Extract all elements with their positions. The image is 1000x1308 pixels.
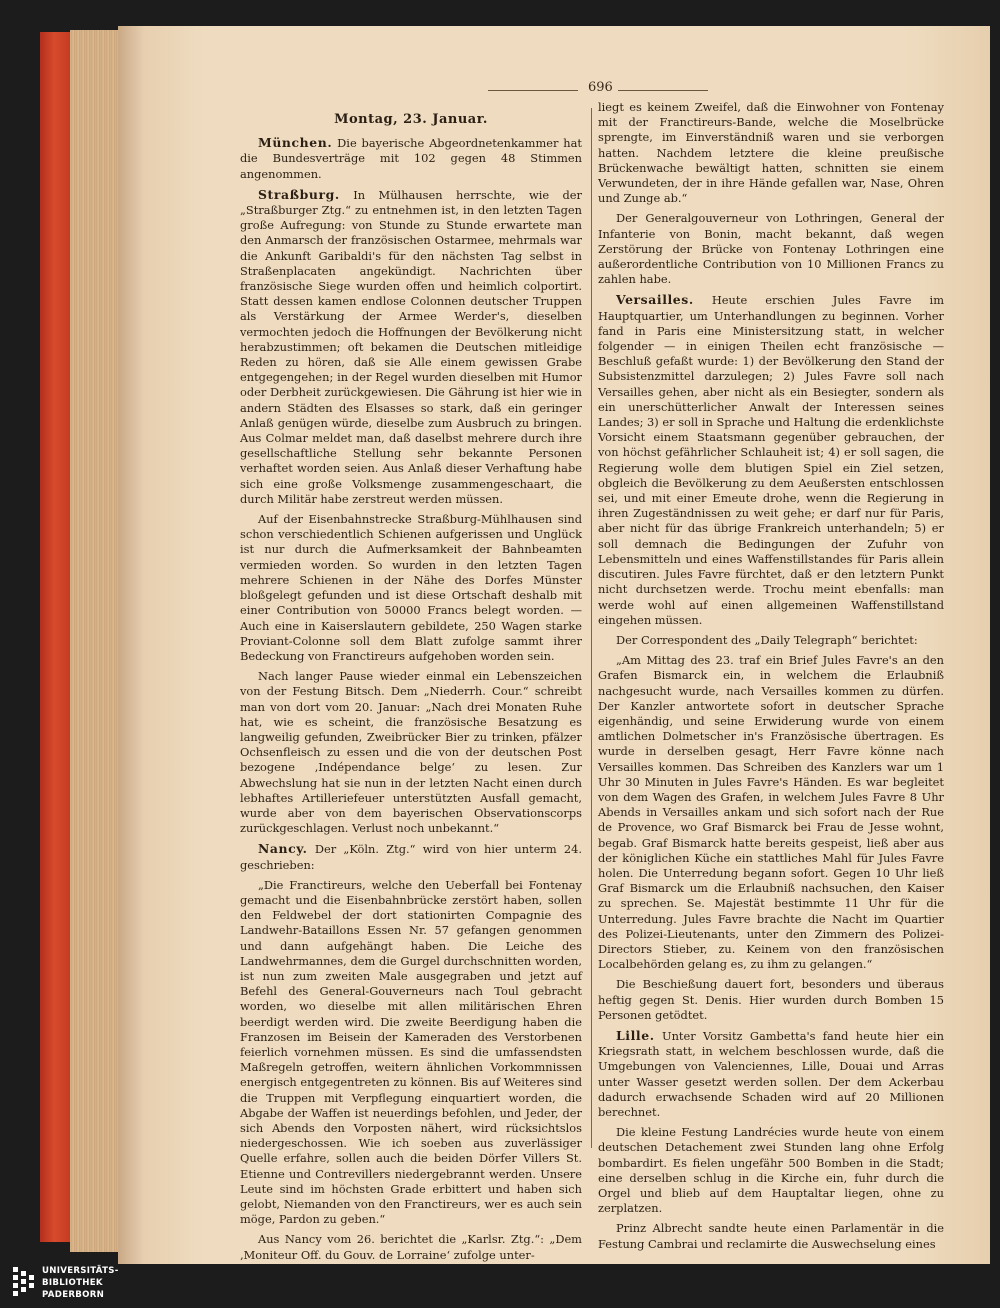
paragraph-text: Unter Vorsitz Gambetta's fand heute hier ein Kriegsrath statt, in welchem beschlossen wurde, daß die Umgebungen von Valenciennes, Lille, Douai und Arras unter Wasser gesetzt werden sollen. Der dem Ackerbau dadurch erwachsende Schaden wird auf 20 Millionen berechnet. [598,1028,945,1119]
library-logo [8,1262,138,1306]
library-logo-icon [12,1266,38,1300]
paragraph-text: Der Generalgouverneur von Lothringen, General der Infanterie von Bonin, macht bekannt, daß wegen Zerstörung der Brücke von Fontenay Lothringen eine außerordentliche Contribution von 10 Millionen Francs zu zahlen habe. [598,211,944,287]
article-paragraph [598,100,944,206]
article-paragraph [598,633,944,648]
paragraph-text: Die Beschießung dauert fort, besonders und überaus heftig gegen St. Denis. Hier wurden durch Bomben 15 Personen getödtet. [598,977,944,1022]
logo-line-2: BIBLIOTHEK [42,1278,103,1288]
article-paragraph [598,1028,944,1120]
paragraph-text: „Am Mittag des 23. traf ein Brief Jules Favre's an den Grafen Bismarck ein, in welchem die Erlaubniß nachgesucht wurde, nach Versailles kommen zu dürfen. Der Kanzler antwortete sofort in deutscher Sprache eigenhändig, und seine Erwiderung wurde von einem amtlichen Dolmetscher in's Französische übertragen. Es wurde in derselben gesagt, Herr Favre könne nach Versailles kommen. Das Schreiben des Kanzlers war um 1 Uhr 30 Minuten in Jules Favre's Händen. Es war begleitet von dem Wagen des Grafen, in welchem Jules Favre 8 Uhr Abends in Versailles ankam und sich sofort nach der Rue de Provence, wo Graf Bismarck bei Frau de Jesse wohnt, begab. Graf Bismarck hatte bereits gespeist, ließ aber aus der königlichen Küche ein stattliches Mahl für Jules Favre holen. Die Unterredung begann sofort. Gegen 10 Uhr ließ Graf Bismarck um die Erlaubniß nachsuchen, den Kaiser zu sprechen. Se. Majestät bestimmte 11 Uhr für die Unterredung. Jules Favre brachte die Nacht im Quartier des Polizei-Lieutenants, unter den Zimmern des Polizei-Directors Stieber, zu. Keinem von den französischen Localbehörden gelang es, zu ihm zu gelangen.“ [598,653,944,972]
paragraph-text: Heute erschien Jules Favre im Hauptquartier, um Unterhandlungen zu beginnen. Vorher fand in Paris eine Ministersitzung statt, in welcher folgender — in einigen Theilen echt französische — Beschluß gefaßt wurde: 1) der Bevölkerung den Stand der Subsistenzmittel darzulegen; 2) Jules Favre soll nach Versailles gehen, aber nicht als ein Besiegter, sondern als ein unerschütterlicher Anwalt der Interessen seines Landes; 3) er soll in Sprache und Haltung die erdenklichste Vorsicht einem Staatsmann gegenüber gebrauchen, der von höchst gefährlicher Schlauheit ist; 4) er soll sagen, die Regierung wolle dem blutigen Spiel ein Ziel setzen, obgleich die Bevölkerung zu dem Aeußersten entschlossen sei, und mit einer Emeute drohe, wenn die Regierung in ihren Zugeständnissen zu weit gehe; er darf nur für Paris, aber nicht für das übrige Frankreich unterhandeln; 5) er soll demnach die Bedingungen der Zufuhr von Lebensmitteln und eines Waffenstillstandes für Paris allein discutiren. Jules Favre fürchtet, daß er den letztern Punkt nicht durchsetzen werde. Trochu meint ebenfalls: man werde wohl auf einen allgemeinen Waffenstillstand eingehen müssen. [598,293,944,627]
page-number: 696 [588,80,613,95]
paragraph-text: Die bayerische Abgeordnetenkammer hat die Bundesverträge mit 102 gegen 48 Stimmen angenommen. [240,136,582,181]
article-paragraph [598,977,944,1023]
article-paragraph [598,1125,944,1216]
paragraph-text: Die kleine Festung Landrécies wurde heute von einem deutschen Detachement zwei Stunden lang ohne Erfolg bombardirt. Es fielen ungefähr 500 Bomben in die Stadt; eine derselben schlug in die Kirche ein, fuhr durch die Orgel und blieb auf dem Hauptaltar liegen, ohne zu zerplatzen. [598,1125,944,1216]
dateline-place: Straßburg. [258,186,340,202]
column-divider [591,108,592,1148]
article-paragraph [240,841,582,872]
article-paragraph [598,211,944,287]
dateline-place: Versailles. [616,292,694,308]
article-paragraph [240,135,582,182]
date-heading: Montag, 23. Januar. [334,112,488,127]
dateline-place: Nancy. [258,841,308,857]
book-edge-red [40,32,72,1242]
article-paragraph [598,292,944,627]
paragraph-text: Der „Köln. Ztg.“ wird von hier unterm 24. geschrieben: [240,842,582,872]
paragraph-text: „Die Franctireurs, welche den Ueberfall bei Fontenay gemacht und die Eisenbahnbrücke zerstört haben, sollen den Feldwebel der dort stationirten Compagnie des Landwehr-Bataillons Essen Nr. 57 gefangen genommen und dann aufgehängt haben. Die Leiche des Landwehrmannes, dem die Gurgel durchschnitten worden, ist nun zum zweiten Male ausgegraben und jetzt auf Befehl des General-Gouverneurs nach Toul gebracht worden, wo dieselbe mit allen militärischen Ehren beerdigt werden wird. Die zweite Beerdigung haben die Franzosen im Beisein der Kameraden des Verstorbenen feierlich vornehmen müssen. Es sind die umfassendsten Maßregeln getroffen, weitern ähnlichen Vorkommnissen energisch entgegentreten zu können. Bis auf Weiteres sind die Truppen mit Verpflegung einquartiert worden, die Abgabe der Waffen ist neuerdings befohlen, und Jeder, der sich Abends den Vorposten nähert, wird rücksichtslos niedergeschossen. Wie ich soeben aus zuverlässiger Quelle erfahre, sollen auch die beiden Dörfer Villers St. Etienne und Contrevillers niedergebrannt werden. Unsere Leute sind im höchsten Grade erbittert und haben sich gelobt, Niemanden von den Franctireurs, wer es auch sein möge, Pardon zu geben.“ [240,877,582,1227]
dateline-place: München. [258,135,333,151]
paragraph-text: Auf der Eisenbahnstrecke Straßburg-Mühlhausen sind schon verschiedentlich Schienen aufgerissen und Unglück ist nur durch die Aufmerksamkeit der Bahnbeamten vermieden worden. So wurden in den letzten Tagen mehrere Schienen in der Nähe des Dorfes Münster bloßgelegt gefunden und ist diese Ortschaft deshalb mit einer Contribution von 50000 Francs belegt worden. — Auch eine in Kaiserslautern gebildete, 250 Wagen starke Proviant-Colonne soll dem Blatt zufolge sammt ihrer Bedeckung von Franctireurs aufgehoben worden sein. [240,512,582,663]
paragraph-text: In Mülhausen herrschte, wie der „Straßburger Ztg.“ zu entnehmen ist, in den letzten Tagen große Aufregung: von Stunde zu Stunde erwartete man den Anmarsch der französischen Ostarmee, mehrmals war die Ankunft Garibaldi's für den nächsten Tag selbst in Straßenplacaten angekündigt. Nachrichten über französische Siege wurden offen und heimlich colportirt. Statt dessen kamen endlose Colonnen deutscher Truppen als Verstärkung der Armee Werder's, dieselben vermochten jedoch die Hoffnungen der Bevölkerung nicht herabzustimmen; oft bekamen die Deutschen mitleidige Reden zu hören, daß sie Alle einem gewissen Grabe entgegengehen; in der Regel wurden dieselben mit Humor oder Derbheit zurückgewiesen. Die Gährung ist hier wie in andern Städten des Elsasses so stark, daß ein geringer Anlaß genügen würde, dieselbe zum Ausbruch zu bringen. Aus Colmar meldet man, daß daselbst mehrere durch ihre gesellschaftliche Stellung sehr bekannte Personen verhaftet worden seien. Aus Anlaß dieser Verhaftung habe sich eine große Volksmenge zusammengeschaart, die durch Militär habe zerstreut werden müssen. [240,187,582,506]
article-paragraph [240,1232,582,1262]
article-paragraph [598,653,944,972]
paragraph-text: Prinz Albrecht sandte heute einen Parlamentär in die Festung Cambrai und reclamirte die Auswechselung eines [598,1221,944,1251]
paragraph-text: Nach langer Pause wieder einmal ein Lebenszeichen von der Festung Bitsch. Dem „Niederrh. Cour.“ schreibt man von dort vom 20. Januar: „Nach drei Monaten Ruhe hat, wie es scheint, die französische Besatzung es langweilig gefunden, Zweibrücker Bier zu trinken, pfälzer Ochsenfleisch zu essen und die von der deutschen Post bezogene ‚Indépendance belge‘ zu lesen. Zur Abwechslung hat sie nun in der letzten Nacht einen durch lebhaftes Artilleriefeuer unterstützten Ausfall gemacht, wurde aber von dem bayerischen Observationscorps zurückgeschlagen. Verlust noch unbekannt.“ [240,669,582,836]
library-logo-text [42,1265,119,1301]
article-paragraph [240,512,582,664]
logo-line-1: UNIVERSITÄTS- [42,1266,119,1276]
article-paragraph [240,878,582,1228]
article-paragraph [598,1221,944,1251]
header-rule-right [618,90,708,91]
logo-line-3: PADERBORN [42,1290,105,1300]
paragraph-text: Der Correspondent des „Daily Telegraph“ berichtet: [616,632,918,647]
paragraph-text: liegt es keinem Zweifel, daß die Einwohner von Fontenay mit der Franctireurs-Bande, welche die Moselbrücke sprengte, im Einverständniß waren und sie verborgen hatten. Nachdem letztere die kleine preußische Brückenwache bewältigt hatten, schnitten sie einem Verwundeten, der in ihre Hände gefallen war, Nase, Ohren und Zunge ab.“ [598,100,944,206]
header-rule-left [488,90,578,91]
left-column [240,112,582,1268]
article-paragraph [240,187,582,507]
paragraph-text: Aus Nancy vom 26. berichtet die „Karlsr. Ztg.“: „Dem ‚Moniteur Off. du Gouv. de Lorraine‘ zufolge unter- [240,1232,582,1262]
right-paragraphs [598,100,944,1252]
dateline-place: Lille. [616,1027,655,1043]
left-paragraphs [240,135,582,1263]
right-column [598,100,944,1257]
article-paragraph [240,669,582,836]
